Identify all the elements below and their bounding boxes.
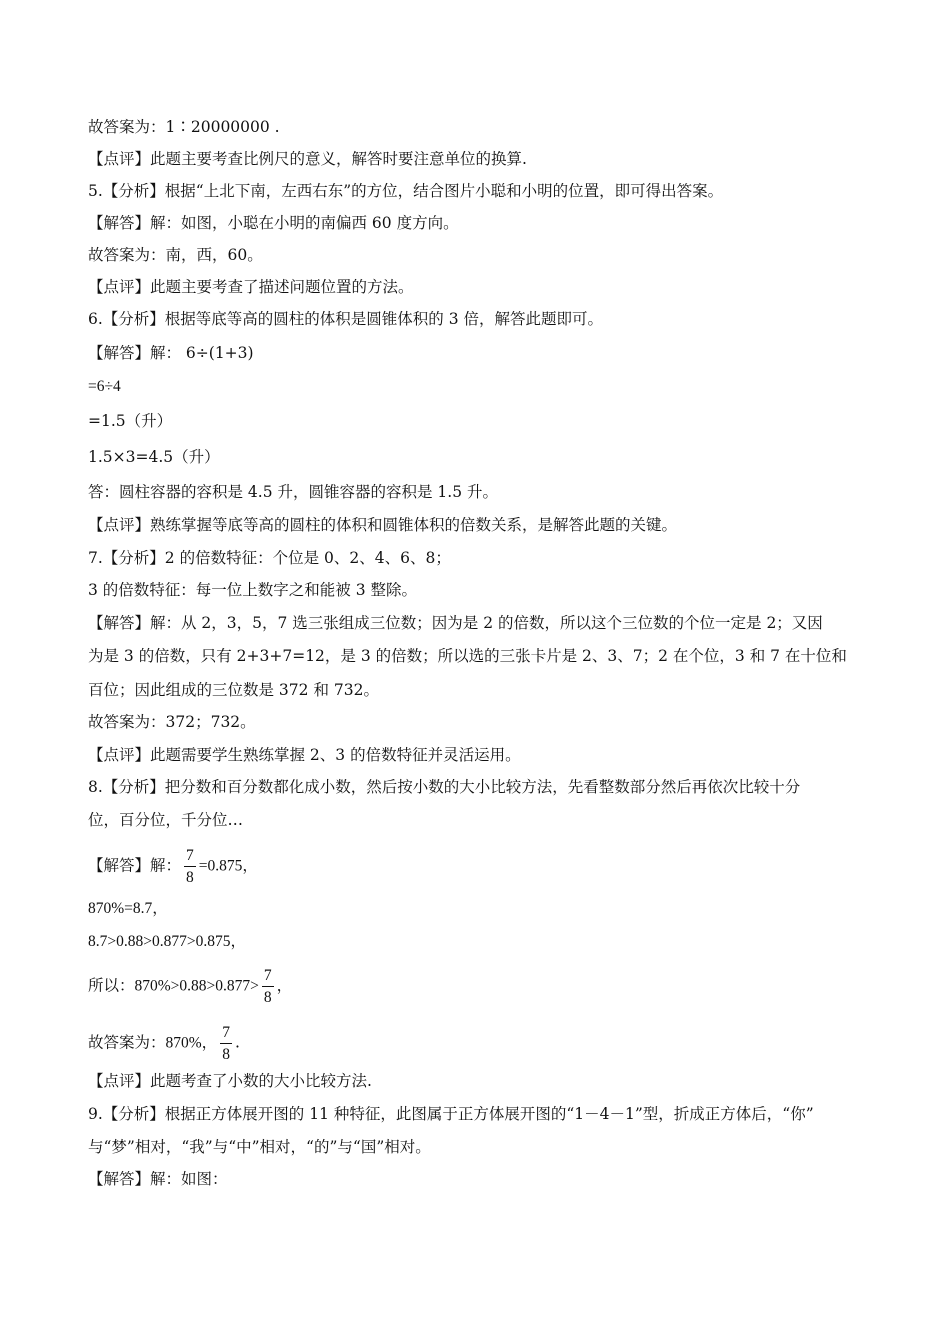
fraction-denominator: 8 xyxy=(186,868,194,886)
text-line: 【解答】解： 6÷(1+3) xyxy=(88,344,254,362)
text-line: 百位；因此组成的三位数是 372 和 732。 xyxy=(88,681,379,699)
text-line: 【点评】此题需要学生熟练掌握 2、3 的倍数特征并灵活运用。 xyxy=(88,746,521,764)
fraction-seven-eighths xyxy=(220,1025,232,1062)
text-line: 故答案为：372；732。 xyxy=(88,713,256,731)
fraction-seven-eighths xyxy=(184,848,196,885)
math-line: 8.7>0.88>0.877>0.875， xyxy=(88,933,246,950)
text-line: 5.【分析】根据“上北下南，左西右东”的方位，结合图片小聪和小明的位置，即可得出答案。 xyxy=(88,182,724,200)
text-line: 【点评】熟练掌握等底等高的圆柱的体积和圆锥体积的倍数关系，是解答此题的关键。 xyxy=(88,516,678,534)
text-line: 故答案为：南，西，60。 xyxy=(88,246,263,264)
q8-so-line xyxy=(88,968,870,1005)
text-line: 【点评】此题主要考查比例尺的意义，解答时要注意单位的换算. xyxy=(88,150,527,168)
q8-answer-line xyxy=(88,848,870,885)
text-line: 位，百分位，千分位… xyxy=(88,811,244,829)
text-line: 7.【分析】2 的倍数特征：个位是 0、2、4、6、8； xyxy=(88,549,451,567)
text-line: 故答案为：1∶20000000 . xyxy=(88,118,280,136)
text-line: 【解答】解：如图： xyxy=(88,1170,228,1188)
fraction-numerator: 7 xyxy=(263,967,272,984)
fraction-denominator: 8 xyxy=(263,988,272,1006)
q8-answer-prefix: 【解答】解： xyxy=(88,856,182,875)
text-line: 【点评】此题考查了小数的大小比较方法. xyxy=(88,1072,372,1090)
text-line: 3 的倍数特征：每一位上数字之和能被 3 整除。 xyxy=(88,581,418,599)
math-line: 1.5×3=4.5（升） xyxy=(88,448,220,466)
q8-answer-suffix: =0.875， xyxy=(198,857,258,875)
text-line: 为是 3 的倍数，只有 2+3+7=12，是 3 的倍数；所以选的三张卡片是 2、3、7；2 在个位，3 和 7 在十位和 xyxy=(88,647,847,665)
text-line: 答：圆柱容器的容积是 4.5 升，圆锥容器的容积是 1.5 升。 xyxy=(88,483,499,501)
math-line: =1.5（升） xyxy=(88,412,173,430)
text-line: 【解答】解：如图，小聪在小明的南偏西 60 度方向。 xyxy=(88,214,459,232)
text-line: 与“梦”相对，“我”与“中”相对，“的”与“国”相对。 xyxy=(88,1138,431,1156)
text-line: 【解答】解：从 2，3，5，7 选三张组成三位数；因为是 2 的倍数，所以这个三位数的个位一定是 2；又因 xyxy=(88,614,823,632)
q8-so-prefix: 所以： xyxy=(88,976,135,995)
text-line: 8.【分析】把分数和百分数都化成小数，然后按小数的大小比较方法，先看整数部分然后再依次比较十分 xyxy=(88,778,801,796)
math-line: =6÷4 xyxy=(88,378,121,395)
q8-so-suffix: ， xyxy=(276,976,293,995)
q8-final-answer-line xyxy=(88,1025,870,1062)
text-line: 【点评】此题主要考查了描述问题位置的方法。 xyxy=(88,278,414,296)
fraction-numerator: 7 xyxy=(186,847,194,864)
text-line: 6.【分析】根据等底等高的圆柱的体积是圆锥体积的 3 倍，解答此题即可。 xyxy=(88,310,604,328)
q8-so-chain: 870%>0.88>0.877> xyxy=(134,977,259,995)
q8-ans-percent: 870%， xyxy=(165,1034,218,1052)
fraction-seven-eighths xyxy=(262,968,274,1005)
fraction-denominator: 8 xyxy=(222,1045,230,1063)
math-line: 870%=8.7， xyxy=(88,900,168,917)
fraction-numerator: 7 xyxy=(222,1024,230,1041)
q8-ans-suffix: . xyxy=(234,1033,240,1052)
text-line: 9.【分析】根据正方体展开图的 11 种特征，此图属于正方体展开图的“1－4－1”型，折成正方体后，“你” xyxy=(88,1105,814,1123)
q8-ans-prefix: 故答案为： xyxy=(88,1033,166,1052)
